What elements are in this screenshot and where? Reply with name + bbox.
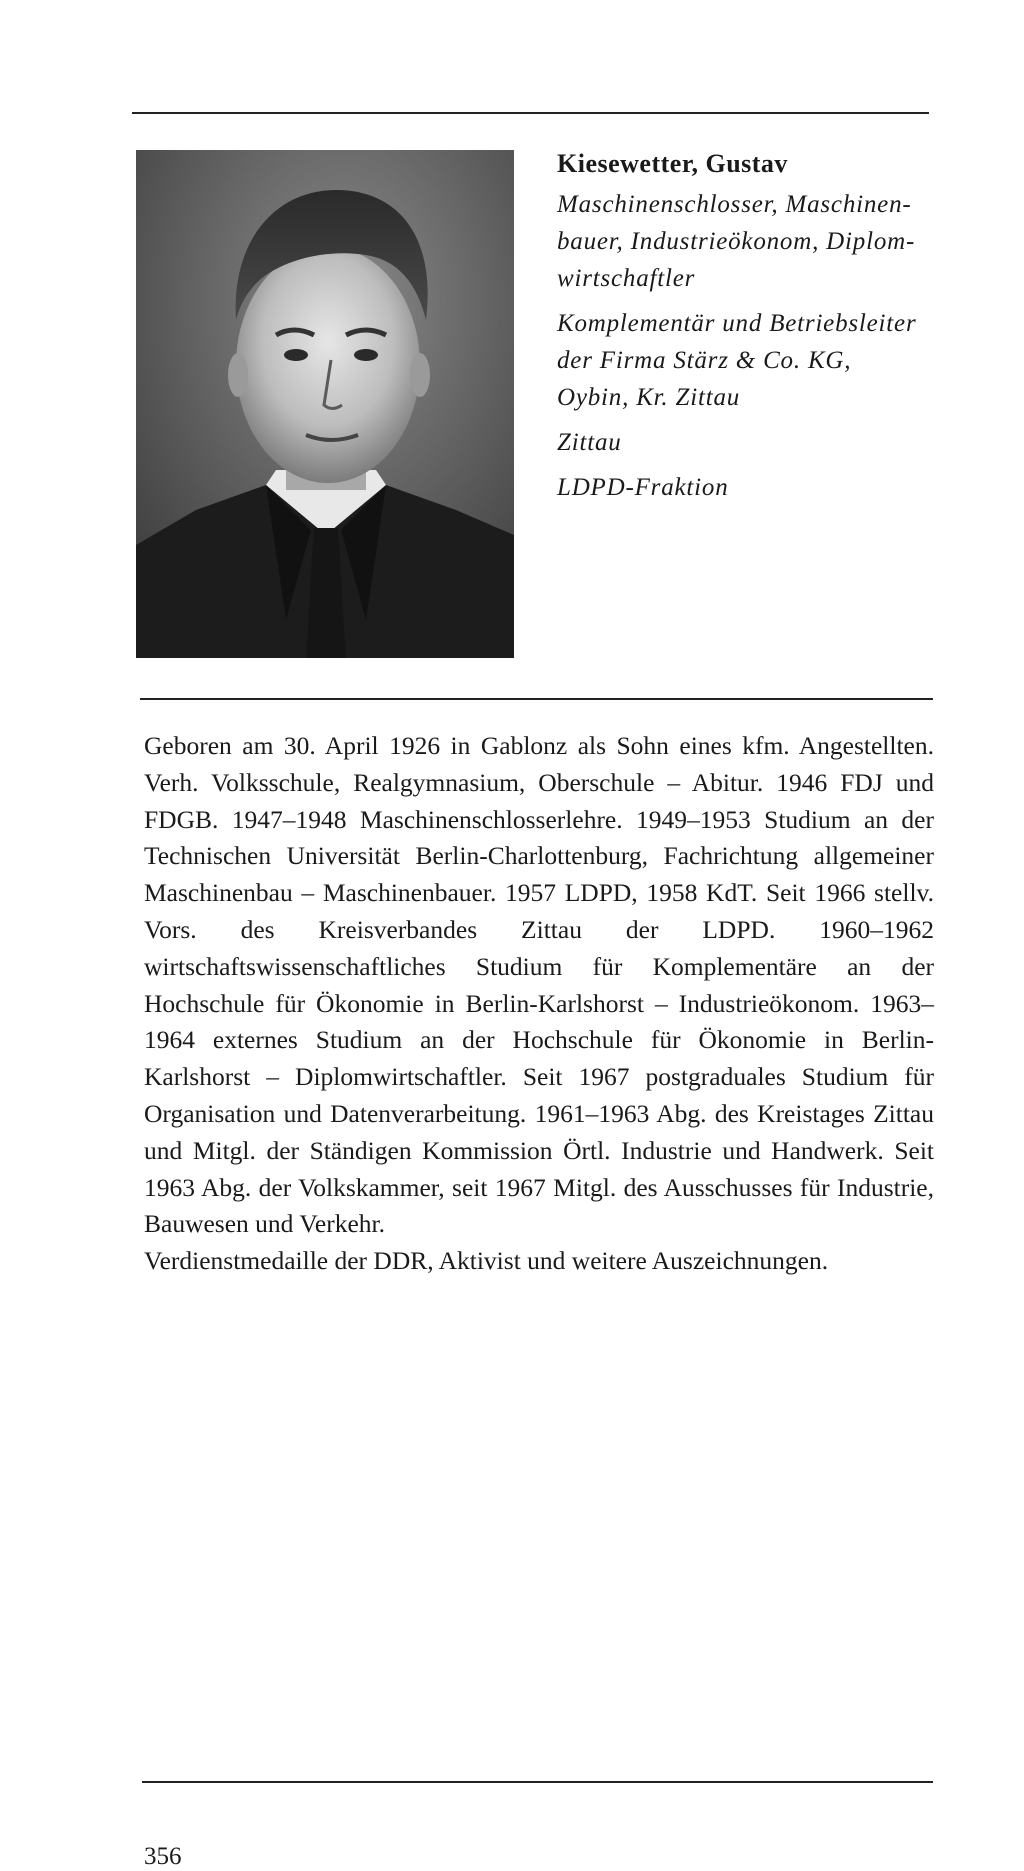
position-line: Oybin, Kr. Zittau (557, 384, 741, 411)
page-number: 356 (144, 1843, 182, 1870)
position-line: Komplementär und Betriebsleiter (557, 310, 917, 337)
biography-paragraph: Geboren am 30. April 1926 in Gablonz als Sohn eines kfm. Angestellten. Verh. Volksschule, Realgymnasium, Oberschule – Abitur. 1946 FDJ und FDGB. 1947–1948 Maschinenschlosserlehre. 1949–1953 Studium an der Technischen Universität Berlin-Charlottenburg, Fachrichtung allgemeiner Maschinenbau – Maschinenbauer. 1957 LDPD, 1958 KdT. Seit 1966 stellv. Vors. des Kreisverbandes Zittau der LDPD. 1960–1962 wirtschaftswissenschaftliches Studium für Komplementäre an der Hochschule für Ökonomie in Berlin-Karlshorst – Industrieökonom. 1963–1964 externes Studium an der Hochschule für Ökonomie in Berlin-Karlshorst – Diplomwirtschaftler. Seit 1967 postgraduales Studium für Organisation und Datenverarbeitung. 1961–1963 Abg. des Kreistages Zittau und Mitgl. der Ständigen Kommission Örtl. Industrie und Handwerk. Seit 1963 Abg. der Volkskammer, seit 1967 Mitgl. des Ausschusses für Industrie, Bauwesen und Verkehr. (144, 731, 934, 1239)
bottom-rule (142, 1781, 933, 1783)
profession-line: wirtschaftler (557, 265, 696, 292)
position-line: der Firma Stärz & Co. KG, (557, 347, 852, 374)
middle-rule (140, 698, 933, 700)
awards-line: Verdienstmedaille der DDR, Aktivist und weitere Auszeichnungen. (144, 1246, 829, 1276)
constituency: Zittau (557, 429, 622, 456)
biography (144, 728, 934, 1280)
profession-line: bauer, Industrieökonom, Diplom- (557, 228, 916, 255)
portrait-photo (136, 150, 514, 658)
profession-block (557, 186, 937, 297)
position-block (557, 305, 937, 416)
entry-header (557, 144, 937, 506)
faction: LDPD-Fraktion (557, 474, 729, 501)
top-rule (132, 112, 929, 114)
person-name: Kiesewetter, Gustav (557, 149, 788, 178)
profession-line: Maschinenschlosser, Maschinen- (557, 191, 912, 218)
